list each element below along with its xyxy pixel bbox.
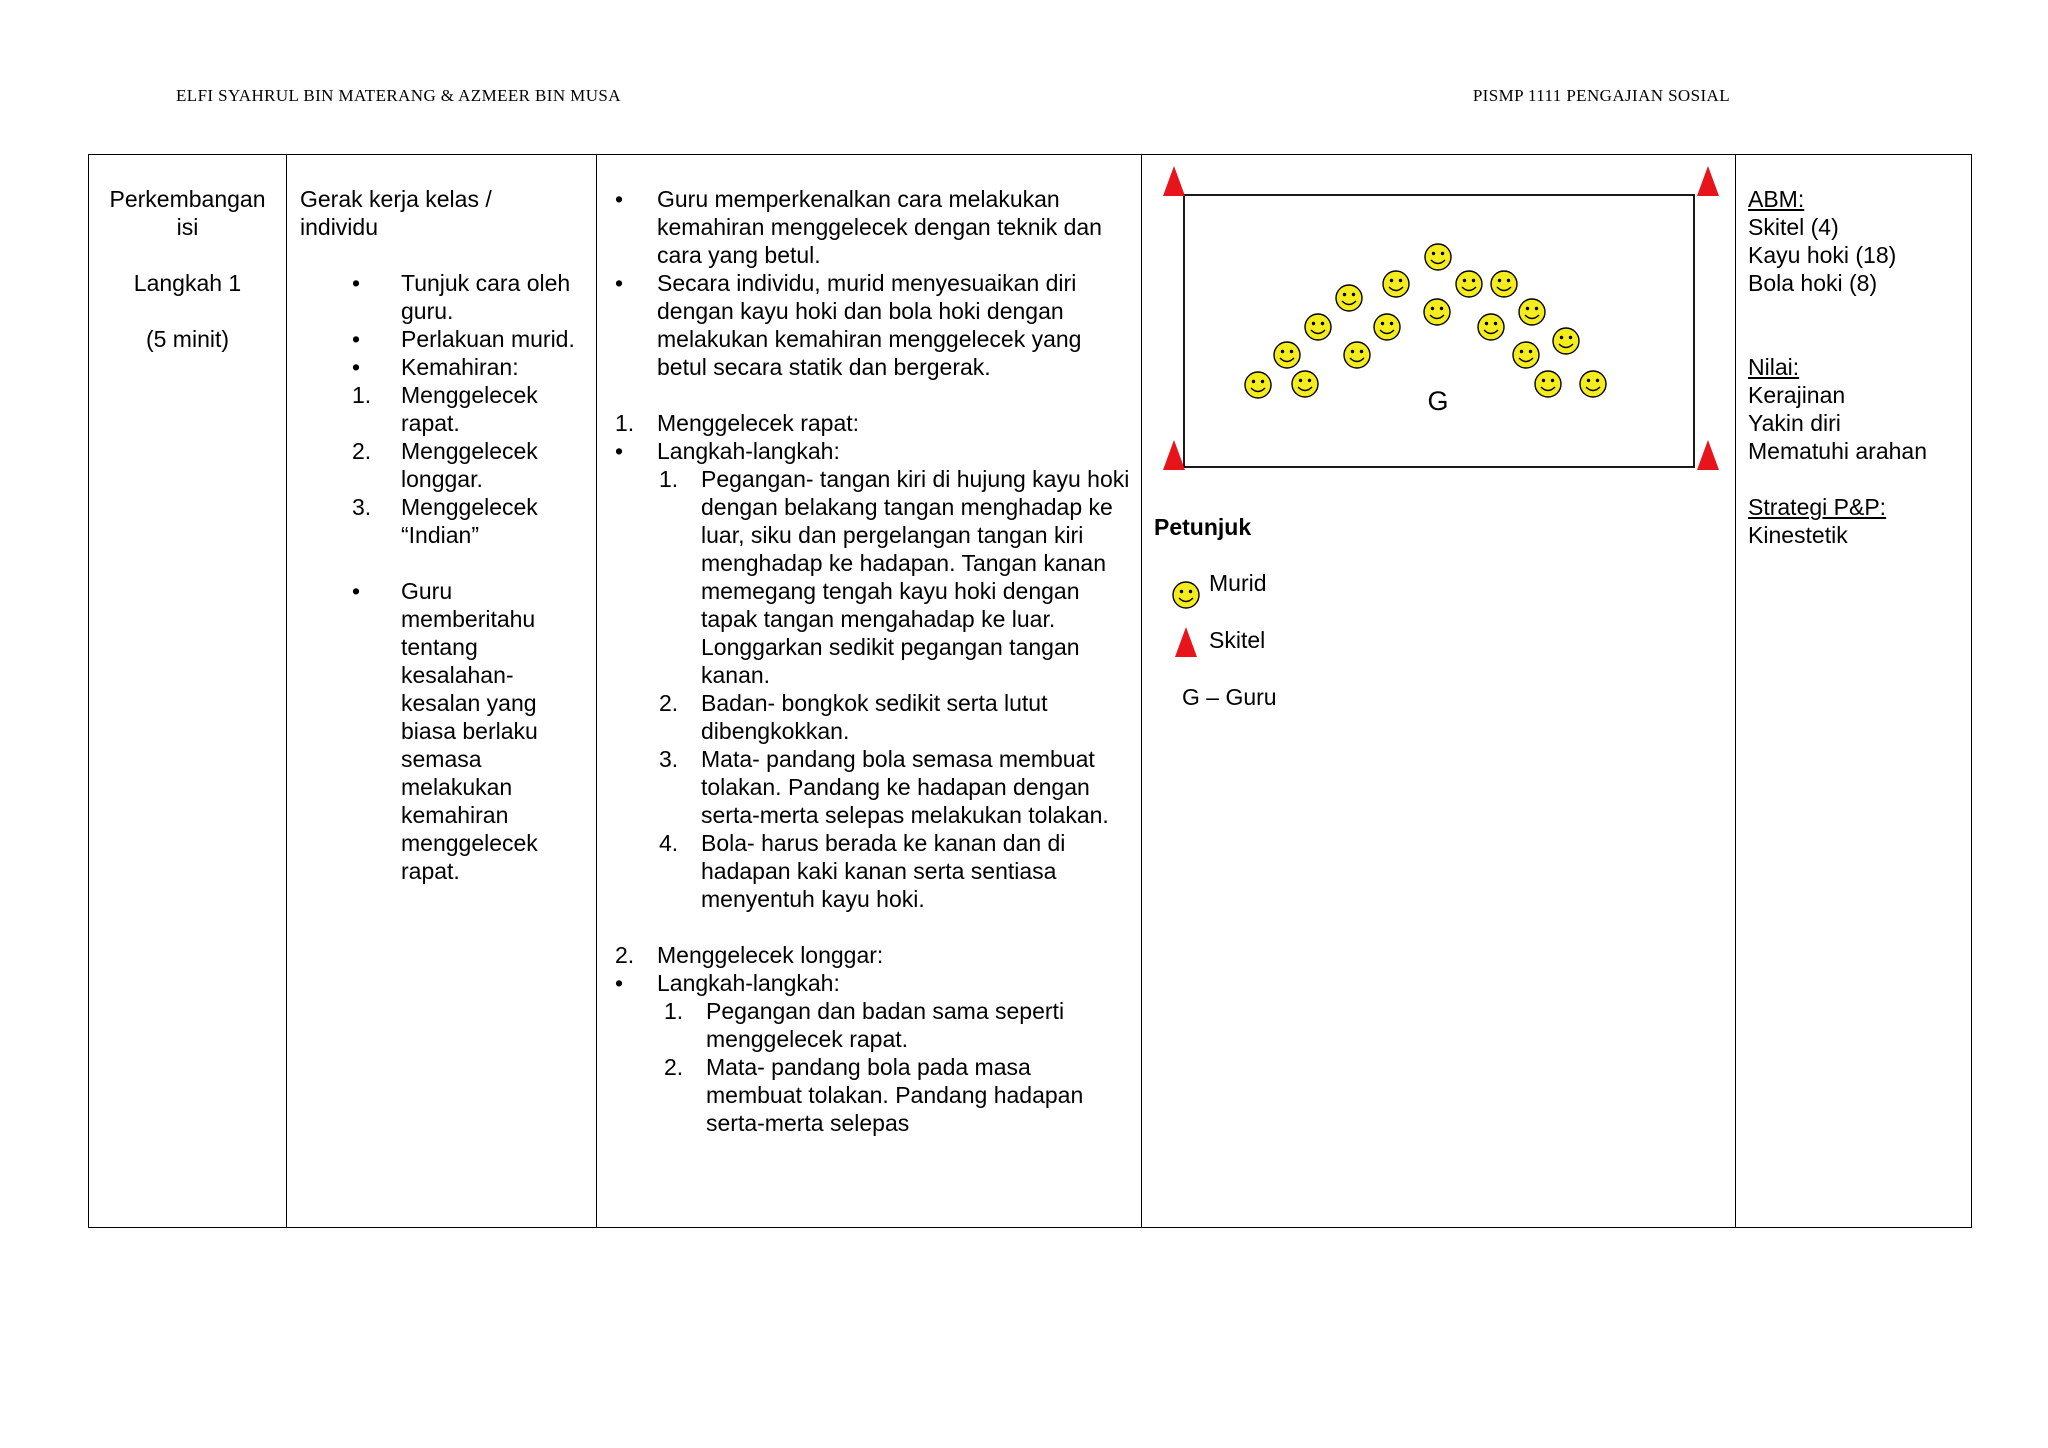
abm-item: Skitel (4) bbox=[1748, 214, 1839, 240]
section-1-title bbox=[615, 409, 1133, 437]
stage-title-1: Perkembangan bbox=[109, 186, 266, 212]
list-item: • Perlakuan murid. bbox=[300, 325, 586, 353]
field-boundary bbox=[1184, 195, 1694, 467]
teacher-note bbox=[300, 577, 586, 885]
student-smiley-icon bbox=[1425, 244, 1451, 270]
student-smiley-icon bbox=[1292, 371, 1318, 397]
formation-svg bbox=[1142, 155, 1734, 715]
cone-icon bbox=[1697, 166, 1719, 196]
activity-cell bbox=[287, 155, 597, 1228]
student-smiley-icon bbox=[1535, 371, 1561, 397]
list-item: 1. Menggelecek rapat. bbox=[352, 382, 538, 436]
nilai-item: Yakin diri bbox=[1748, 410, 1841, 436]
activity-title-1: Gerak kerja kelas / bbox=[300, 186, 492, 212]
students bbox=[1245, 244, 1606, 398]
stage-title-2: isi bbox=[176, 214, 199, 240]
list-item: 2. Badan- bongkok sedikit serta lutut dibengkokkan. bbox=[659, 690, 1048, 744]
section-2-title bbox=[615, 941, 1133, 969]
nilai-label: Nilai: bbox=[1748, 354, 1800, 380]
student-smiley-icon bbox=[1383, 271, 1409, 297]
list-item: • Guru memberitahu tentang kesalahan-kesalan yang biasa berlaku semasa melakukan kemahiran menggelecek rapat. bbox=[300, 577, 586, 885]
student-smiley-icon bbox=[1553, 328, 1579, 354]
legend-title: Petunjuk bbox=[1154, 514, 1252, 540]
list-item: 1. Pegangan dan badan sama seperti menggelecek rapat. bbox=[664, 998, 1065, 1052]
cone-icon bbox=[1697, 440, 1719, 470]
list-item: • Secara individu, murid menyesuaikan diri dengan kayu hoki dan bola hoki dengan melakukan kemahiran menggelecek yang betul secara statik dan bergerak. bbox=[615, 269, 1133, 381]
smiley-icon bbox=[1173, 582, 1199, 608]
header-course: PISMP 1111 PENGAJIAN SOSIAL bbox=[1472, 86, 1730, 105]
student-smiley-icon bbox=[1478, 314, 1504, 340]
list-item: 2. Mata- pandang bola pada masa membuat tolakan. Pandang hadapan serta-merta selepas bbox=[664, 1054, 1084, 1136]
abm-item: Kayu hoki (18) bbox=[1748, 242, 1897, 268]
section-1-steps bbox=[615, 465, 1133, 913]
content-cell bbox=[597, 155, 1142, 1228]
list-item: 1. Pegangan- tangan kiri di hujung kayu hoki dengan belakang tangan menghadap ke luar, siku dan pergelangan tangan kiri menghadap ke hadapan. Tangan kanan memegang tengah kayu hoki dengan tapak tangan mengahadap ke luar. Longgarkan sedikit pegangan tangan kanan. bbox=[659, 466, 1130, 688]
student-smiley-icon bbox=[1424, 299, 1450, 325]
student-smiley-icon bbox=[1456, 271, 1482, 297]
list-item: 1. Menggelecek rapat: bbox=[615, 410, 860, 436]
student-smiley-icon bbox=[1580, 371, 1606, 397]
section-2-bullet bbox=[615, 969, 1133, 997]
activity-title-2: individu bbox=[300, 214, 378, 240]
list-item: 2. Menggelecek longgar: bbox=[615, 942, 884, 968]
list-item: • Tunjuk cara oleh guru. bbox=[300, 269, 586, 325]
student-smiley-icon bbox=[1336, 285, 1362, 311]
stage-cell bbox=[89, 155, 287, 1228]
legend-murid: Murid bbox=[1209, 570, 1267, 596]
abm-label: ABM: bbox=[1748, 186, 1805, 212]
student-smiley-icon bbox=[1305, 314, 1331, 340]
student-smiley-icon bbox=[1519, 299, 1545, 325]
cone-icon bbox=[1163, 440, 1185, 470]
list-item: 3. Mata- pandang bola semasa membuat tolakan. Pandang ke hadapan dengan serta-merta selepas melakukan tolakan. bbox=[659, 746, 1109, 828]
lesson-plan-table bbox=[88, 154, 1972, 1228]
legend-skitel: Skitel bbox=[1209, 627, 1266, 653]
strategi-item: Kinestetik bbox=[1748, 522, 1848, 548]
legend-guru: G – Guru bbox=[1182, 684, 1277, 710]
list-item: • Guru memperkenalkan cara melakukan kemahiran menggelecek dengan teknik dan cara yang betul. bbox=[615, 185, 1133, 269]
list-item: • Langkah-langkah: bbox=[615, 969, 1133, 997]
cone-icon bbox=[1163, 166, 1185, 196]
skills-list bbox=[300, 381, 586, 549]
student-smiley-icon bbox=[1491, 271, 1517, 297]
list-item: 4. Bola- harus berada ke kanan dan di hadapan kaki kanan serta sentiasa menyentuh kayu hoki. bbox=[659, 830, 1066, 912]
nilai-item: Mematuhi arahan bbox=[1748, 438, 1927, 464]
nilai-item: Kerajinan bbox=[1748, 382, 1846, 408]
list-item: 3. Menggelecek “Indian” bbox=[352, 494, 538, 548]
section-1-bullet bbox=[615, 437, 1133, 465]
formation-diagram bbox=[1142, 155, 1735, 721]
step-time: (5 minit) bbox=[145, 326, 230, 352]
list-item: 2. Menggelecek longgar. bbox=[352, 438, 538, 492]
formation-cell bbox=[1142, 155, 1736, 1228]
student-smiley-icon bbox=[1374, 314, 1400, 340]
student-smiley-icon bbox=[1274, 342, 1300, 368]
list-item: • Kemahiran: bbox=[300, 353, 586, 381]
student-smiley-icon bbox=[1513, 342, 1539, 368]
lesson-row bbox=[89, 155, 1972, 1228]
student-smiley-icon bbox=[1344, 342, 1370, 368]
student-smiley-icon bbox=[1245, 372, 1271, 398]
teacher-marker: G bbox=[1427, 386, 1449, 416]
section-2-steps bbox=[615, 997, 1133, 1137]
abm-item: Bola hoki (8) bbox=[1748, 270, 1878, 296]
intro-bullets bbox=[615, 185, 1133, 381]
activity-bullets bbox=[300, 269, 586, 381]
header-authors: ELFI SYAHRUL BIN MATERANG & AZMEER BIN MUSA bbox=[176, 86, 621, 105]
list-item: • Langkah-langkah: bbox=[615, 437, 1133, 465]
step-label: Langkah 1 bbox=[133, 270, 242, 296]
resources-cell bbox=[1736, 155, 1972, 1228]
cone-icon bbox=[1175, 627, 1197, 657]
strategi-label: Strategi P&P: bbox=[1748, 494, 1887, 520]
